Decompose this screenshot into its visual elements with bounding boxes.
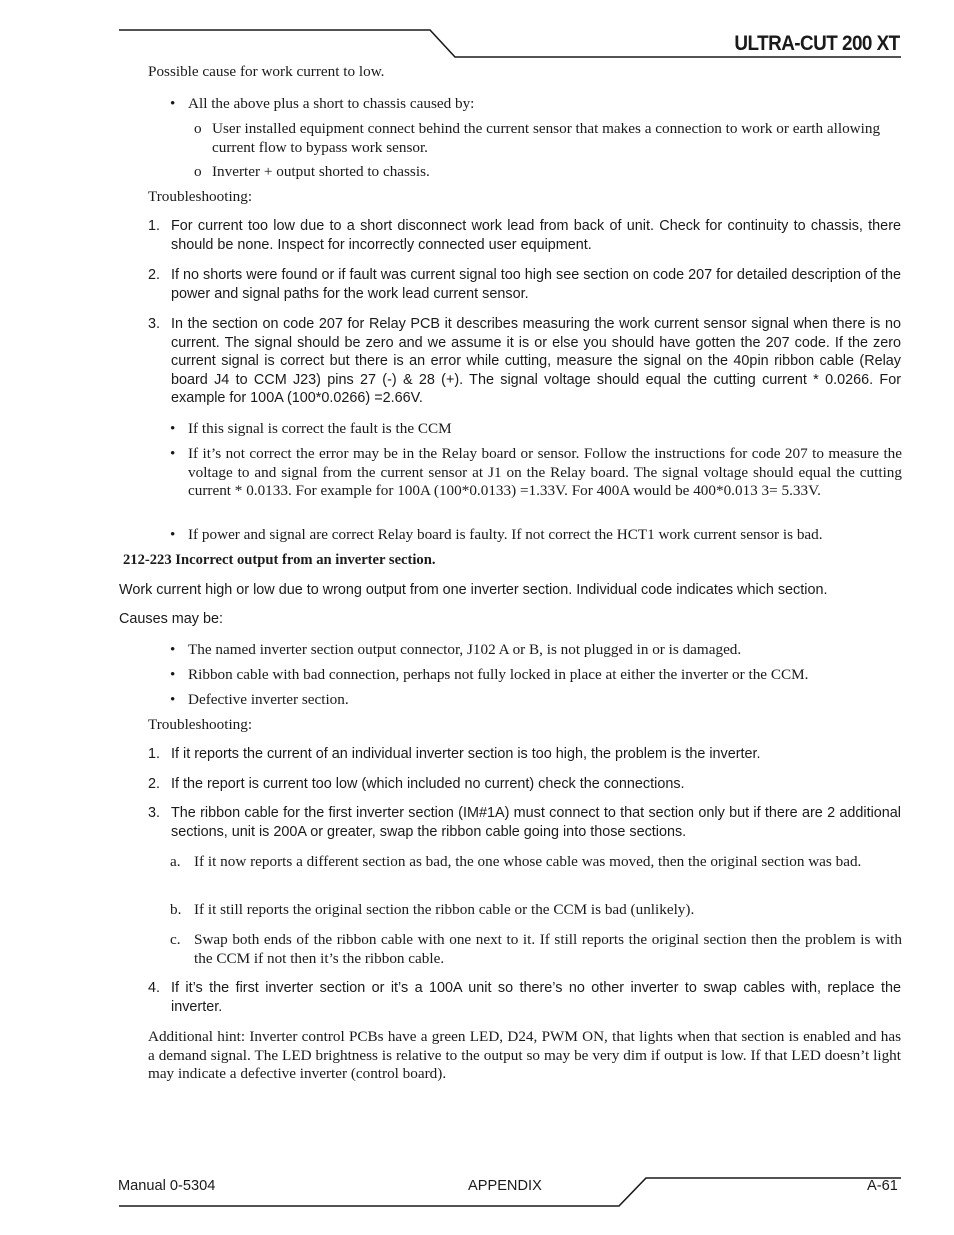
page-number: A-61 — [867, 1178, 898, 1194]
bullet-icon: • — [170, 691, 176, 708]
section-description: Work current high or low due to wrong output from one inverter section. Individual code indicates which section. — [119, 582, 828, 598]
bullet-icon: • — [170, 445, 176, 462]
additional-hint: Additional hint: Inverter control PCBs have a green LED, D24, PWM ON, that lights when that section is enabled and has a demand signal. The LED brightness is relative to the output so may be very dim if output is low. If that LED doesn’t light may indicate a defective inverter (control board). — [148, 1028, 901, 1082]
bullet-icon: • — [170, 420, 176, 437]
troubleshooting-label: Troubleshooting: — [148, 716, 253, 733]
possible-cause-text: Possible cause for work current to low. — [148, 63, 385, 80]
causes-label: Causes may be: — [119, 611, 223, 627]
document-title: ULTRA-CUT 200 XT — [734, 32, 900, 55]
troubleshooting-label: Troubleshooting: — [148, 188, 253, 205]
bullet-icon: • — [170, 666, 176, 683]
section-name: APPENDIX — [468, 1178, 542, 1194]
section-heading: 212-223 Incorrect output from an inverter section. — [123, 552, 436, 568]
bullet-icon: • — [170, 641, 176, 658]
bullet-icon: • — [170, 95, 176, 112]
bullet-icon: • — [170, 526, 176, 543]
manual-number: Manual 0-5304 — [118, 1178, 216, 1194]
